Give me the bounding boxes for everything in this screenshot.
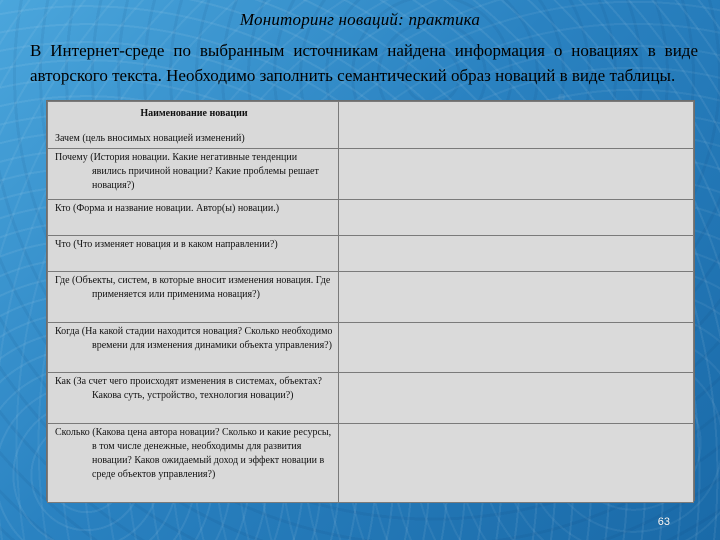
row-label: Когда (На какой стадии находится новация? Сколько необходимо времени для изменения динамики объекта управления?) [55,326,333,351]
table-row [48,373,694,424]
row-value-cell[interactable] [339,323,694,373]
row-label: Почему (История новации. Какие негативные тенденции явились причиной новации? Какие проблемы решает новация?) [55,152,319,191]
header-label-cell [48,102,339,149]
semantic-image-table [46,100,695,501]
row-value-cell[interactable] [339,200,694,236]
table-row [48,236,694,272]
row-label-cell [48,373,339,424]
row-label: Где (Объекты, систем, в которые вносит изменения новация. Где применяется или применима новация?) [55,275,331,300]
table-row [48,323,694,373]
row-label: Что (Что изменяет новация и в каком направлении?) [55,239,278,250]
row-label-cell [48,424,339,503]
row-label-cell [48,200,339,236]
row-label-cell [48,272,339,323]
row-value-cell[interactable] [339,236,694,272]
row-value-cell[interactable] [339,149,694,200]
row-value-cell[interactable] [339,373,694,424]
table-row [48,424,694,503]
row-label-cell [48,149,339,200]
intro-paragraph: В Интернет-среде по выбранным источникам найдена информация о новациях в виде авторского текста. Необходимо заполнить семантический образ новаций в виде таблицы. [30,41,698,85]
table-row-header [48,102,694,149]
semantic-table [47,101,694,503]
table-row [48,272,694,323]
header-title: Наименование новации [140,108,248,119]
header-value-cell[interactable] [339,102,694,149]
row-value-cell[interactable] [339,424,694,503]
header-subtitle: Зачем (цель вносимых новацией изменений) [55,133,245,144]
row-label: Кто (Форма и название новации. Автор(ы) новации.) [55,203,280,214]
table-row [48,200,694,236]
row-label: Сколько (Какова цена автора новации? Сколько и какие ресурсы, в том числе денежные, необходимы для развития новации? Каков ожидаемый доход и эффект новации в среде объектов управления?) [55,427,332,480]
table-row [48,149,694,200]
row-label-cell [48,236,339,272]
row-label-cell [48,323,339,373]
row-value-cell[interactable] [339,272,694,323]
slide-title: Мониторинг новаций: практика [239,10,481,29]
page-number: 63 [657,516,670,528]
row-label: Как (За счет чего происходят изменения в системах, объектах? Какова суть, устройство, технология новации?) [55,376,322,401]
